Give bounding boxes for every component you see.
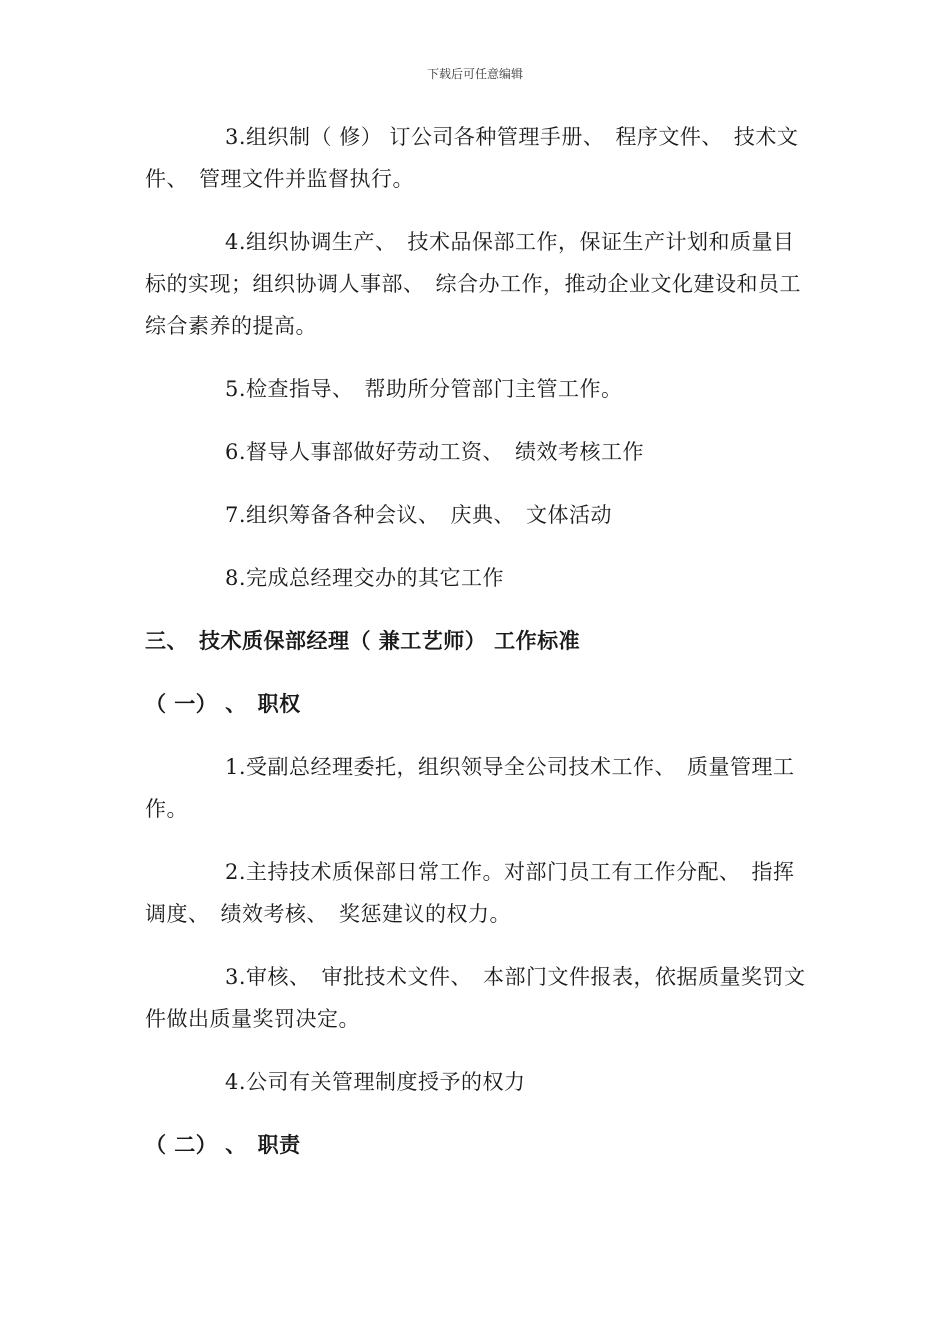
page-header: 下载后可任意编辑 <box>426 67 523 81</box>
subsection-heading-duties: （ 二） 、 职责 <box>145 1133 301 1157</box>
paragraph-8-other-work: 8.完成总经理交办的其它工作 <box>225 566 505 590</box>
document-body <box>145 116 807 1187</box>
paragraph-4-coordination: 4.组织协调生产、 技术品保部工作，保证生产计划和质量目标的实现；组织协调人事部、 综合办工作，推动企业文化建设和员工综合素养的提高。 <box>145 230 801 338</box>
paragraph-6-supervision: 6.督导人事部做好劳动工资、 绩效考核工作 <box>225 440 645 464</box>
subsection-heading-authority: （ 一） 、 职权 <box>145 692 301 716</box>
paragraph-5-inspection: 5.检查指导、 帮助所分管部门主管工作。 <box>225 377 623 401</box>
paragraph-3-manuals: 3.组织制（ 修） 订公司各种管理手册、 程序文件、 技术文件、 管理文件并监督执行。 <box>145 125 799 191</box>
section-heading-3: 三、 技术质保部经理（ 兼工艺师） 工作标准 <box>145 629 581 653</box>
authority-paragraph-2: 2.主持技术质保部日常工作。对部门员工有工作分配、 指挥调度、 绩效考核、 奖惩建议的权力。 <box>145 860 795 926</box>
authority-paragraph-4: 4.公司有关管理制度授予的权力 <box>225 1070 526 1094</box>
authority-paragraph-1: 1.受副总经理委托，组织领导全公司技术工作、 质量管理工作。 <box>145 755 795 821</box>
authority-paragraph-3: 3.审核、 审批技术文件、 本部门文件报表，依据质量奖罚文件做出质量奖罚决定。 <box>145 965 806 1031</box>
paragraph-7-events: 7.组织筹备各种会议、 庆典、 文体活动 <box>225 503 613 527</box>
